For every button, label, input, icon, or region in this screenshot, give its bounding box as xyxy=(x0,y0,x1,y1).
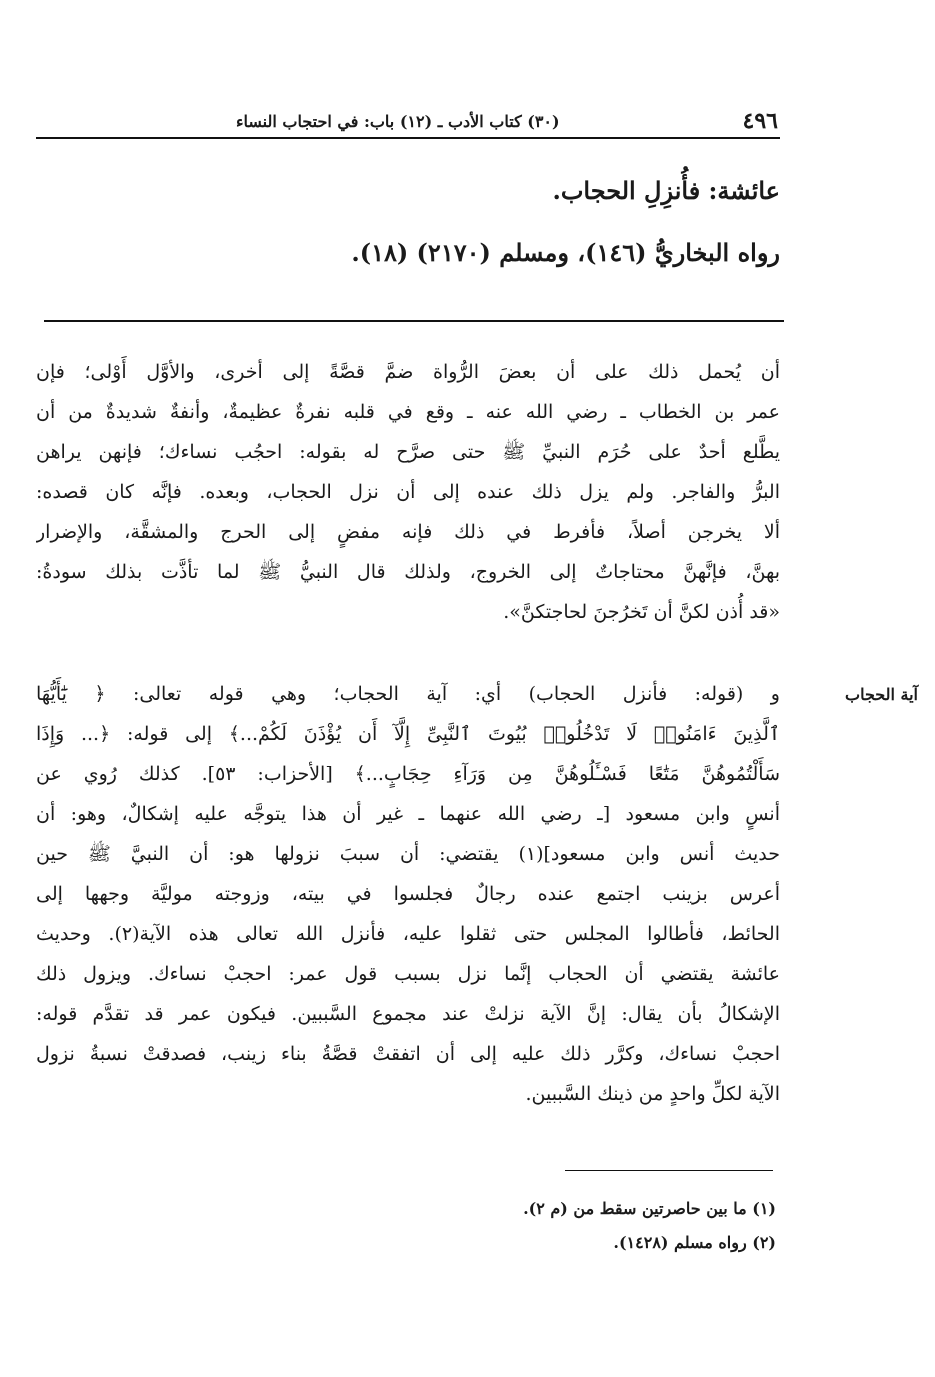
header-rule xyxy=(36,137,780,139)
paragraph-line: ٱلَّذِينَ ءَامَنُوا۟ لَا تَدْخُلُوا۟ بُيُوتَ ٱلنَّبِىِّ إِلَّآ أَن يُؤْذَنَ لَكُمْ...﴾ إلى قوله: ﴿... وَإِذَا xyxy=(36,723,780,745)
footnote-2: (٢) رواه مسلم (١٤٢٨). xyxy=(613,1233,776,1252)
footnote-1: (١) ما بين حاصرتين سقط من (م ٢). xyxy=(523,1199,776,1218)
paragraph-line: عائشة يقتضي أن الحجاب إنَّما نزل بسبب قول عمر: احجبْ نساءك. ويزول ذلك xyxy=(36,963,780,985)
paragraph-line: حديث أنس وابن مسعود](١) يقتضي: أن سببَ نزولها هو: أن النبيَّ ﷺ حين xyxy=(36,843,780,865)
paragraph-line: أنسٍ وابن مسعود [ـ رضي الله عنهما ـ غير أن هذا يتوجَّه عليه إشكالٌ، وهو: أن xyxy=(36,803,780,825)
commentary-paragraph-1 xyxy=(36,352,780,632)
paragraph-line: أعرس بزينب اجتمع عنده رجالٌ فجلسوا في بيته، وزوجته موليَّة وجهها إلى xyxy=(36,883,780,905)
commentary-paragraph-2 xyxy=(36,674,780,1114)
margin-note: آية الحجاب xyxy=(845,685,918,704)
paragraph-line: أن يُحمل ذلك على أن بعضَ الرُّواة ضمَّ قصَّةً إلى أخرى، والأوَّل أَوْلى؛ فإن xyxy=(36,361,780,383)
hadith-source-line: رواه البخاريُّ (١٤٦)، ومسلم (٢١٧٠) (١٨). xyxy=(351,238,780,267)
paragraph-line: الآية لكلِّ واحدٍ من ذينك السَّببين. xyxy=(525,1083,780,1105)
hadith-text-line-1: عائشة: فأُنزِلِ الحجاب. xyxy=(552,176,780,205)
section-divider xyxy=(44,320,784,322)
paragraph-line: احجبْ نساءك، وكرَّر ذلك عليه إلى أن اتفقتْ قصَّةُ بناء زينب، فصدقتْ نسبةُ نزول xyxy=(36,1043,780,1065)
paragraph-line: الحائط، فأطالوا المجلس حتى ثقلوا عليه، فأنزل الله تعالى هذه الآية(٢). وحديث xyxy=(36,923,780,945)
footnotes xyxy=(300,1192,776,1260)
footnote-rule xyxy=(565,1170,773,1171)
page-number: ٤٩٦ xyxy=(742,108,778,134)
paragraph-line: سَأَلْتُمُوهُنَّ مَتَٰعًا فَسْـَٔلُوهُنَّ مِن وَرَآءِ حِجَابٍ...﴾ [الأحزاب: ٥٣]. كذلك رُوي عن xyxy=(36,763,780,785)
paragraph-line: «قد أُذن لكنَّ أن تَخرُجنَ لحاجتكنَّ». xyxy=(503,601,780,623)
paragraph-line: الإشكالُ بأن يقال: إنَّ الآية نزلتْ عند مجموع السَّببين. فيكون عمر قد تقدَّم قوله: xyxy=(36,1003,780,1025)
paragraph-line: بهنَّ، فإنَّهنَّ محتاجاتٌ إلى الخروج، ولذلك قال النبيُّ ﷺ لما تأذَّت بذلك سودةُ: xyxy=(36,561,780,583)
running-header xyxy=(36,106,778,140)
paragraph-line: البرُّ والفاجر. ولم يزل ذلك عنده إلى أن نزل الحجاب، وبعده. فإنَّه كان قصده: xyxy=(36,481,780,503)
paragraph-line: و (قوله: فأنزل الحجاب) أي: آية الحجاب؛ وهي قوله تعالى: ﴿ يَٰٓأَيُّهَا xyxy=(36,683,780,705)
paragraph-line: يطَّلع أحدٌ على حُرَم النبيِّ ﷺ حتى صرَّح له بقوله: احجُب نساءك؛ فإنهن يراهن xyxy=(36,441,780,463)
paragraph-line: ألا يخرجن أصلاً، فأفرط في ذلك فإنه مفضٍ إلى الحرج والمشقَّة، والإضرار xyxy=(36,521,780,543)
running-title: (٣٠) كتاب الأدب ـ (١٢) باب: في احتجاب النساء xyxy=(236,112,560,131)
paragraph-line: عمر بن الخطاب ـ رضي الله عنه ـ وقع في قلبه نفرةٌ عظيمةٌ، وأنفةٌ شديدةٌ من أن xyxy=(36,401,780,423)
